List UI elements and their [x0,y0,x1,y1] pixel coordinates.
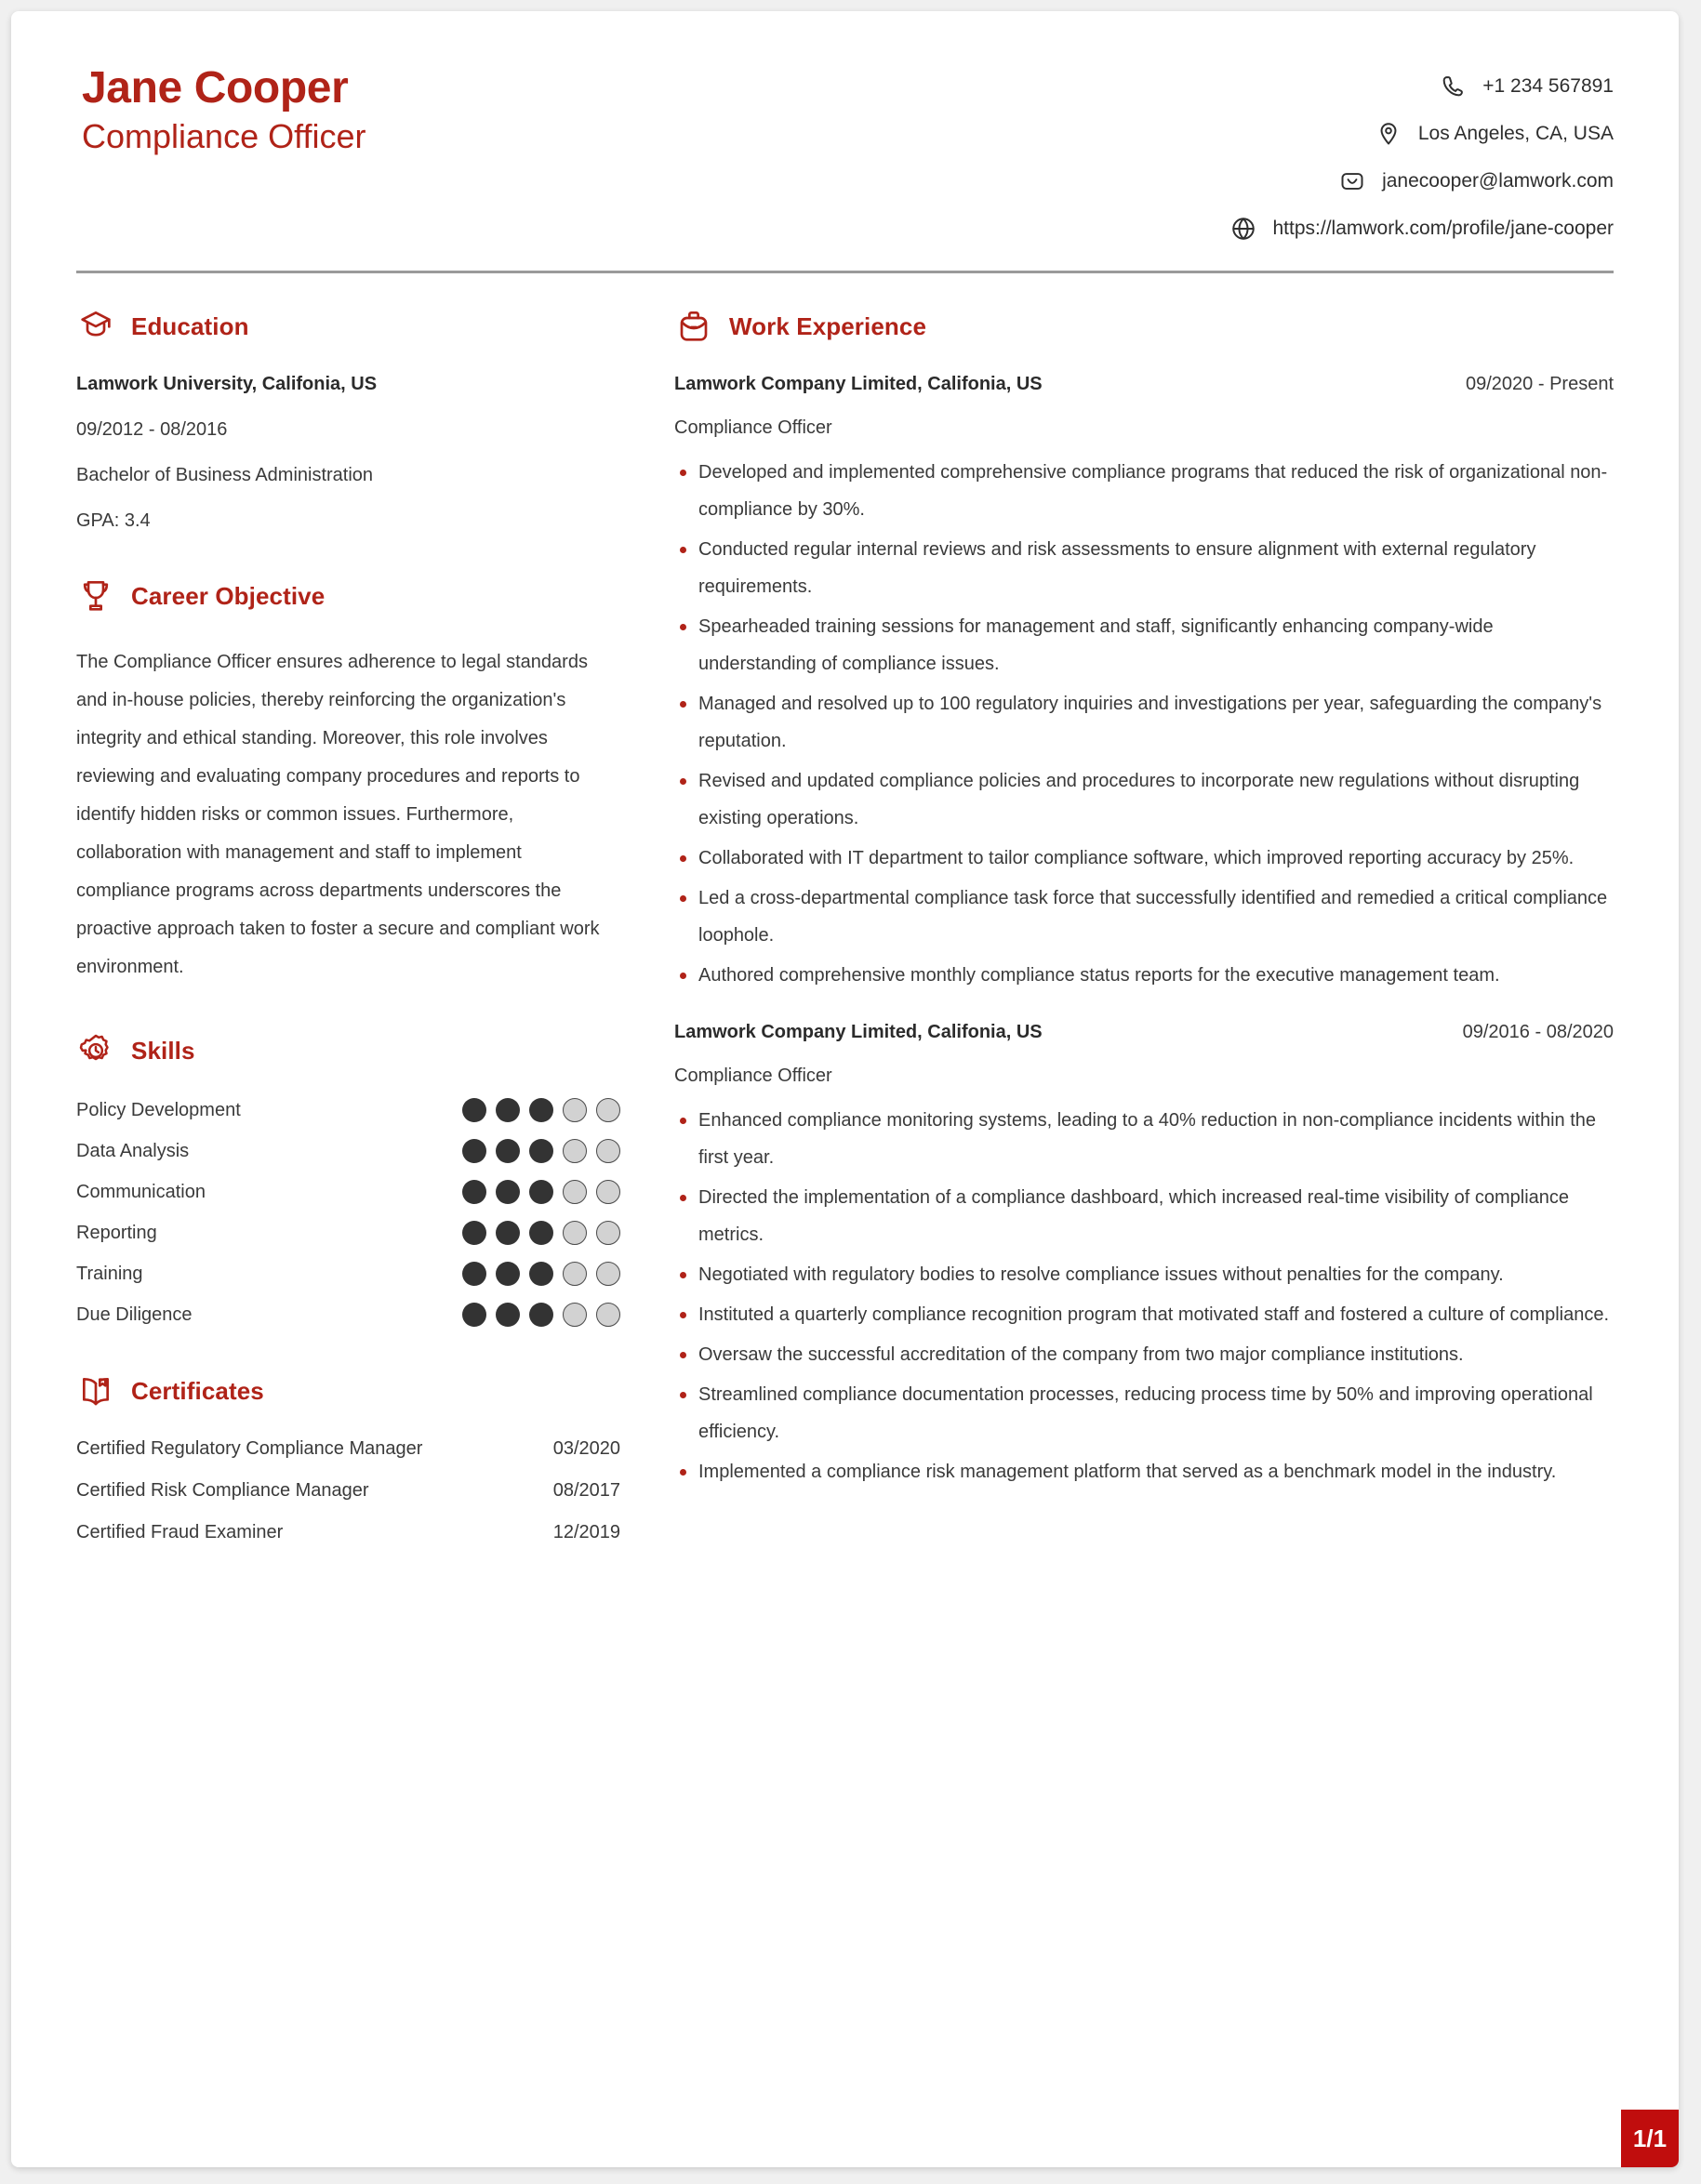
page-number-badge: 1/1 [1621,2110,1679,2167]
rating-dot-empty [563,1303,587,1327]
job-company: Lamwork Company Limited, Califonia, US [674,374,1043,394]
rating-dot-empty [563,1180,587,1204]
job-bullet-list [674,454,1614,994]
section-work-experience [674,307,1614,1490]
rating-dot-filled [462,1303,486,1327]
gear-clock-icon [76,1031,115,1070]
skill-item [76,1098,620,1122]
job-bullet: Oversaw the successful accreditation of the company from two major compliance institutions. [674,1336,1614,1373]
left-column [76,307,658,1588]
identity-block [76,63,365,159]
job-entry [674,374,1614,994]
skills-heading [76,1031,620,1070]
resume-page [11,11,1679,2167]
job-bullet: Authored comprehensive monthly compliance status reports for the executive management team. [674,957,1614,994]
section-education [76,307,620,532]
rating-dot-filled [529,1139,553,1163]
job-header [674,374,1614,395]
job-role: Compliance Officer [674,1066,832,1086]
contact-location-text: Los Angeles, CA, USA [1417,123,1614,144]
candidate-name: Jane Cooper [82,63,349,113]
rating-dot-filled [496,1262,520,1286]
rating-dot-empty [596,1180,620,1204]
education-gpa: GPA: 3.4 [76,510,151,531]
job-bullet: Implemented a compliance risk management platform that served as a benchmark model in the industry. [674,1453,1614,1490]
section-skills [76,1031,620,1327]
job-bullet-list [674,1102,1614,1490]
education-title: Education [131,311,249,340]
job-bullet: Instituted a quarterly compliance recognition program that motivated staff and fostered a culture of compliance. [674,1296,1614,1333]
job-bullet: Revised and updated compliance policies and procedures to incorporate new regulations without disrupting existing operations. [674,762,1614,837]
phone-icon [1439,73,1467,100]
skill-label: Data Analysis [76,1140,190,1161]
certificate-item [76,1480,620,1502]
certificate-date: 12/2019 [552,1522,620,1542]
certificate-date: 03/2020 [552,1438,620,1459]
trophy-icon [76,576,115,615]
education-degree: Bachelor of Business Administration [76,465,374,485]
rating-dot-empty [563,1262,587,1286]
education-dates: 09/2012 - 08/2016 [76,419,228,440]
rating-dot-filled [529,1180,553,1204]
certificates-list [76,1438,620,1543]
certificate-name: Certified Regulatory Compliance Manager [76,1438,423,1459]
contact-phone-text: +1 234 567891 [1482,75,1614,97]
contact-item-website[interactable] [1195,215,1614,243]
skill-item [76,1139,620,1163]
skill-label: Due Diligence [76,1304,193,1325]
rating-dot-filled [529,1098,553,1122]
rating-dot-empty [596,1139,620,1163]
job-bullet: Led a cross-departmental compliance task force that successfully identified and remedied a critical compliance loophole. [674,880,1614,954]
rating-dot-empty [596,1262,620,1286]
contact-website-text: https://lamwork.com/profile/jane-cooper [1272,218,1614,239]
contact-item-email[interactable] [1195,167,1614,195]
skill-label: Training [76,1263,143,1284]
certificates-heading [76,1371,620,1410]
job-bullet: Enhanced compliance monitoring systems, leading to a 40% reduction in non-compliance incidents within the first year. [674,1102,1614,1176]
career-objective-heading [76,576,620,615]
certificate-date: 08/2017 [552,1480,620,1501]
rating-dot-filled [462,1180,486,1204]
skill-rating-4 [462,1262,620,1286]
email-icon [1338,167,1366,195]
globe-icon [1229,215,1257,243]
rating-dot-filled [496,1139,520,1163]
job-bullet: Collaborated with IT department to tailor compliance software, which improved reporting accuracy by 25%. [674,840,1614,877]
job-bullet: Streamlined compliance documentation processes, reducing process time by 50% and improving operational efficiency. [674,1376,1614,1450]
skills-title: Skills [131,1036,195,1065]
education-heading [76,307,620,346]
rating-dot-filled [462,1262,486,1286]
skill-item [76,1262,620,1286]
rating-dot-filled [462,1221,486,1245]
work-experience-title: Work Experience [729,311,927,340]
skill-rating-3 [462,1221,620,1245]
skill-label: Communication [76,1181,206,1202]
contact-item-phone[interactable] [1195,73,1614,100]
job-bullet: Directed the implementation of a compliance dashboard, which increased real-time visibility of compliance metrics. [674,1179,1614,1253]
job-dates: 09/2020 - Present [1466,374,1614,394]
job-header [674,1022,1614,1043]
resume-body [76,273,1614,1588]
skill-label: Reporting [76,1222,157,1243]
job-bullet: Negotiated with regulatory bodies to resolve compliance issues without penalties for the company. [674,1256,1614,1293]
certificate-name: Certified Fraud Examiner [76,1522,284,1542]
skill-item [76,1221,620,1245]
skill-item [76,1303,620,1327]
skills-list [76,1098,620,1327]
rating-dot-filled [496,1098,520,1122]
skill-rating-2 [462,1180,620,1204]
job-role: Compliance Officer [674,417,832,438]
right-column [658,307,1614,1588]
career-objective-text: The Compliance Officer ensures adherence to legal standards and in-house policies, thereby reinforcing the organization's integrity and ethical standing. Moreover, this role involves reviewing and evaluating company procedures and reports to identify hidden risks or common issues. Furthermore, collaboration with management and staff to implement compliance programs across departments underscores the proactive approach taken to foster a secure and compliant work environment. [76,652,600,977]
skill-rating-5 [462,1303,620,1327]
rating-dot-filled [496,1303,520,1327]
job-bullet: Developed and implemented comprehensive compliance programs that reduced the risk of organizational non-compliance by 30%. [674,454,1614,528]
job-entry [674,1022,1614,1490]
job-company: Lamwork Company Limited, Califonia, US [674,1022,1043,1042]
job-bullet: Spearheaded training sessions for management and staff, significantly enhancing company-wide understanding of compliance issues. [674,608,1614,682]
rating-dot-filled [462,1098,486,1122]
rating-dot-empty [563,1221,587,1245]
section-certificates [76,1371,620,1543]
contact-item-location[interactable] [1195,120,1614,148]
rating-dot-empty [596,1098,620,1122]
location-icon [1375,120,1402,148]
rating-dot-filled [496,1180,520,1204]
rating-dot-empty [596,1221,620,1245]
work-experience-heading [674,307,1614,346]
section-career-objective [76,576,620,986]
skill-rating-1 [462,1139,620,1163]
rating-dot-filled [529,1303,553,1327]
resume-header [76,54,1614,243]
contact-list [1195,63,1614,243]
rating-dot-empty [596,1303,620,1327]
graduation-cap-icon [76,307,115,346]
skill-label: Policy Development [76,1099,241,1120]
open-book-icon [76,1371,115,1410]
certificate-name: Certified Risk Compliance Manager [76,1480,369,1501]
candidate-job-title: Compliance Officer [82,116,366,155]
rating-dot-filled [462,1139,486,1163]
rating-dot-filled [496,1221,520,1245]
rating-dot-empty [563,1139,587,1163]
rating-dot-filled [529,1262,553,1286]
job-dates: 09/2016 - 08/2020 [1462,1022,1614,1042]
contact-email-text: janecooper@lamwork.com [1382,170,1614,192]
certificate-item [76,1438,620,1460]
education-school: Lamwork University, Califonia, US [76,374,378,394]
briefcase-icon [674,307,713,346]
career-objective-title: Career Objective [131,581,326,610]
job-bullet: Managed and resolved up to 100 regulatory inquiries and investigations per year, safeguarding the company's reputation. [674,685,1614,760]
skill-rating-0 [462,1098,620,1122]
skill-item [76,1180,620,1204]
certificate-item [76,1522,620,1543]
rating-dot-empty [563,1098,587,1122]
rating-dot-filled [529,1221,553,1245]
job-bullet: Conducted regular internal reviews and risk assessments to ensure alignment with external regulatory requirements. [674,531,1614,605]
certificates-title: Certificates [131,1376,264,1405]
